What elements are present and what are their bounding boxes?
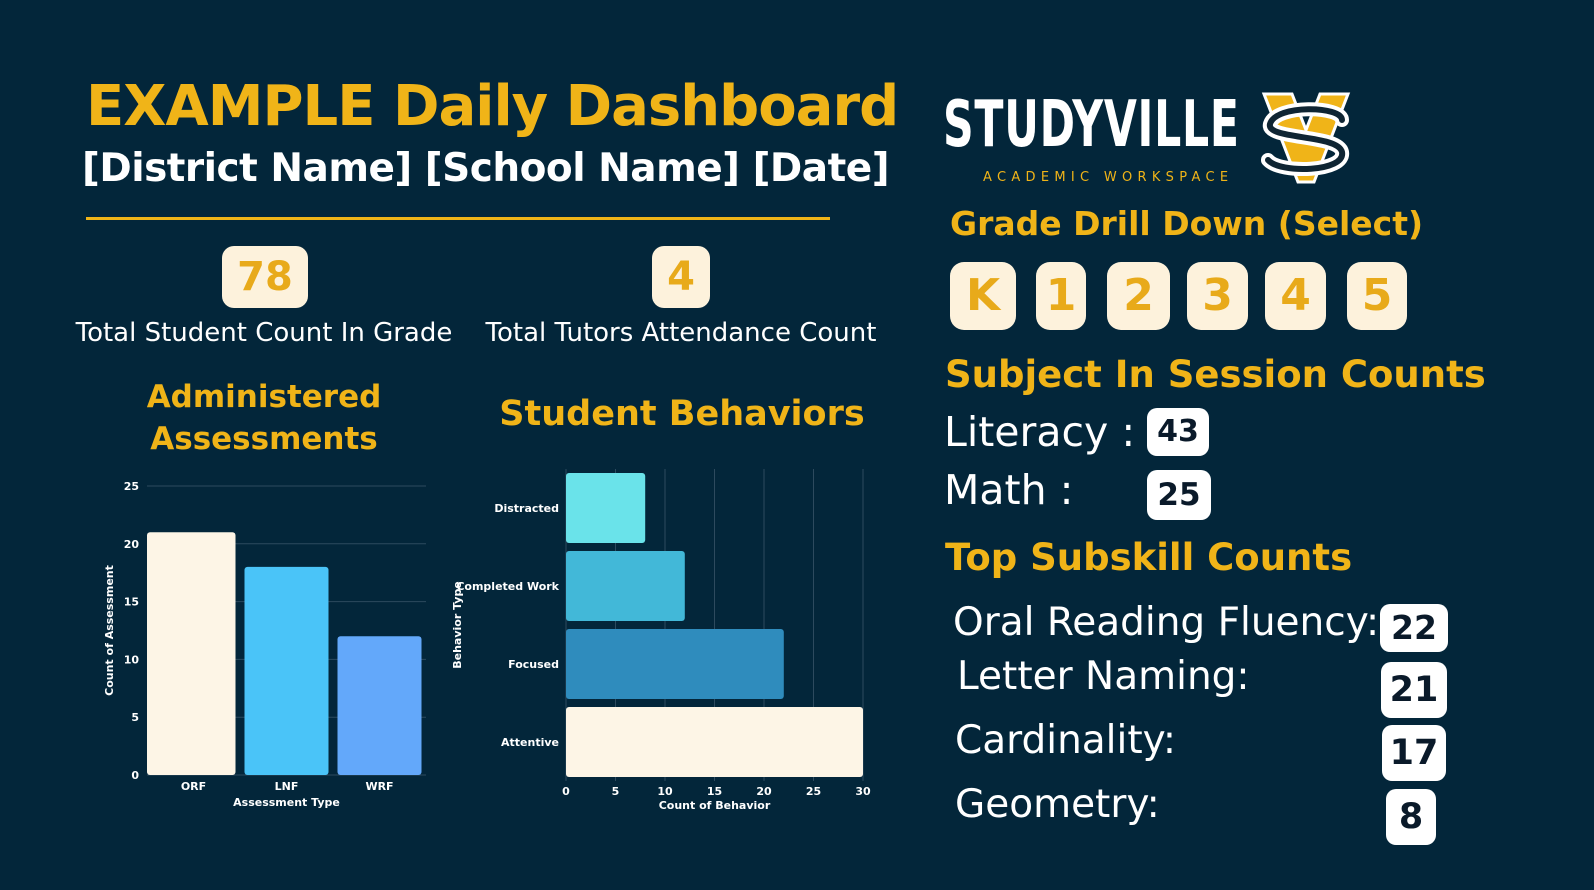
bar-lnf [245,567,329,775]
subject-literacy-count: 43 [1147,408,1209,456]
x-tick-label: 0 [562,785,570,798]
x-axis-label: Assessment Type [233,796,340,809]
grade-button-2[interactable]: 2 [1107,262,1170,330]
student-count-value: 78 [222,246,308,308]
x-tick-label: 30 [855,785,871,798]
y-axis-label: Count of Assessment [103,565,116,696]
grade-button-1[interactable]: 1 [1036,262,1086,330]
bar-attentive [566,707,863,777]
subject-math-count: 25 [1147,470,1211,520]
x-tick-label: WRF [365,780,394,793]
assessments-chart [90,470,440,820]
grade-button-5[interactable]: 5 [1347,262,1407,330]
student-count-label: Total Student Count In Grade [75,318,453,348]
subject-literacy-label: Literacy : [944,408,1136,456]
x-tick-label: 25 [805,785,822,798]
x-tick-label: LNF [274,780,299,793]
subskill-geometry-label: Geometry: [955,782,1160,827]
header-divider [86,217,830,220]
grade-button-k[interactable]: K [950,262,1016,330]
subskill-geometry-count: 8 [1386,789,1436,845]
subject-counts-title: Subject In Session Counts [945,353,1486,396]
y-tick-label: 10 [123,653,139,667]
behaviors-chart [445,460,885,820]
subskill-cardinality-count: 17 [1382,725,1446,781]
grade-button-3[interactable]: 3 [1187,262,1248,330]
y-tick-label: Attentive [501,736,559,749]
y-tick-label: 15 [123,595,139,609]
x-axis-label: Count of Behavior [658,799,771,812]
x-tick-label: 15 [706,785,723,798]
y-tick-label: 0 [131,769,139,782]
subskill-cardinality-label: Cardinality: [955,718,1177,763]
y-tick-label: Focused [508,658,559,671]
y-axis-label: Behavior Type [451,581,464,669]
subskill-letter-naming-label: Letter Naming: [957,654,1250,699]
subskill-orf-count: 22 [1380,604,1448,652]
tutor-count-value: 4 [652,246,710,308]
x-tick-label: 10 [657,785,673,798]
grade-button-4[interactable]: 4 [1265,262,1326,330]
studyville-tagline: ACADEMIC WORKSPACE [983,170,1234,185]
behaviors-chart-title: Student Behaviors [499,394,865,434]
x-tick-label: ORF [180,780,207,793]
subskill-counts-title: Top Subskill Counts [945,536,1353,579]
y-tick-label: 5 [131,711,139,725]
bar-focused [566,629,784,699]
bar-wrf [338,636,422,775]
subskill-letter-naming-count: 21 [1381,662,1447,718]
grade-drill-title: Grade Drill Down (Select) [950,204,1424,243]
dashboard-title: EXAMPLE Daily Dashboard [86,74,899,139]
subject-math-label: Math : [944,466,1074,514]
bar-completed-work [566,551,685,621]
y-tick-label: 25 [123,480,139,493]
y-tick-label: Completed Work [456,580,559,593]
tutor-count-label: Total Tutors Attendance Count [485,318,877,348]
bar-distracted [566,473,645,543]
dashboard-subtitle: [District Name] [School Name] [Date] [82,146,890,191]
studyville-wordmark: STUDYVILLE [943,88,1240,162]
sv-monogram-logo [1256,90,1356,186]
x-tick-label: 20 [756,785,772,798]
bar-orf [147,532,236,775]
subskill-orf-label: Oral Reading Fluency: [953,600,1380,645]
assessments-chart-title: Administered Assessments [146,379,382,457]
y-tick-label: 20 [123,537,139,551]
y-tick-label: Distracted [494,502,559,515]
x-tick-label: 5 [611,785,620,798]
sv-monogram-text: SV [1305,145,1307,146]
